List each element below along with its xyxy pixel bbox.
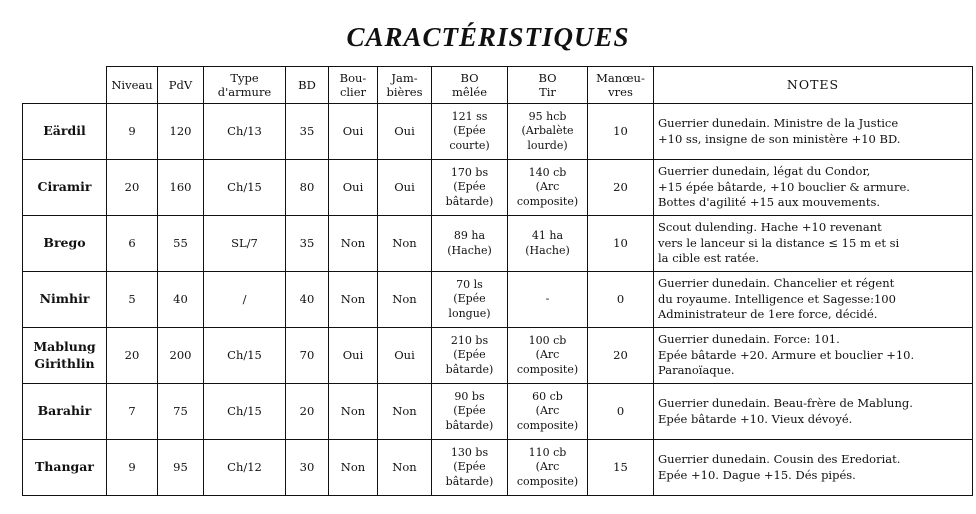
character-name: Mablung Girithlin	[23, 328, 107, 384]
header-type-armure: Type d'armure	[204, 67, 286, 104]
header-notes: NOTES	[654, 67, 973, 104]
cell-niveau: 9	[107, 440, 158, 496]
cell-pdv: 55	[158, 216, 204, 272]
cell-bouclier: Oui	[329, 160, 378, 216]
cell-bd: 20	[286, 384, 329, 440]
cell-bo-melee: 89 ha (Hache)	[432, 216, 508, 272]
cell-type-armure: SL/7	[204, 216, 286, 272]
table-body	[23, 104, 973, 496]
header-pdv: PdV	[158, 67, 204, 104]
cell-manoeuvres: 15	[588, 440, 654, 496]
cell-bo-tir: -	[508, 272, 588, 328]
cell-manoeuvres: 0	[588, 384, 654, 440]
cell-type-armure: Ch/15	[204, 328, 286, 384]
cell-niveau: 9	[107, 104, 158, 160]
cell-bo-tir: 60 cb (Arc composite)	[508, 384, 588, 440]
cell-manoeuvres: 20	[588, 328, 654, 384]
cell-niveau: 20	[107, 160, 158, 216]
cell-bd: 80	[286, 160, 329, 216]
cell-type-armure: Ch/15	[204, 160, 286, 216]
characteristics-table	[22, 66, 973, 496]
character-name: Barahir	[23, 384, 107, 440]
header-row	[23, 67, 973, 104]
cell-niveau: 5	[107, 272, 158, 328]
cell-bouclier: Non	[329, 272, 378, 328]
cell-jambieres: Oui	[378, 160, 432, 216]
cell-jambieres: Oui	[378, 328, 432, 384]
header-niveau: Niveau	[107, 67, 158, 104]
cell-bo-tir: 100 cb (Arc composite)	[508, 328, 588, 384]
cell-type-armure: Ch/13	[204, 104, 286, 160]
table-row	[23, 440, 973, 496]
cell-bouclier: Oui	[329, 104, 378, 160]
cell-notes: Guerrier dunedain. Beau-frère de Mablung. Epée bâtarde +10. Vieux dévoyé.	[654, 384, 973, 440]
cell-jambieres: Non	[378, 440, 432, 496]
cell-jambieres: Non	[378, 216, 432, 272]
cell-bo-melee: 170 bs (Epée bâtarde)	[432, 160, 508, 216]
cell-bo-melee: 70 ls (Epée longue)	[432, 272, 508, 328]
cell-bo-melee: 121 ss (Epée courte)	[432, 104, 508, 160]
character-name: Thangar	[23, 440, 107, 496]
cell-type-armure: /	[204, 272, 286, 328]
cell-notes: Scout dulending. Hache +10 revenant vers le lanceur si la distance ≤ 15 m et si la cible est ratée.	[654, 216, 973, 272]
header-bouclier: Bou- clier	[329, 67, 378, 104]
character-name: Nimhir	[23, 272, 107, 328]
page-title: CARACTÉRISTIQUES	[346, 22, 630, 52]
cell-notes: Guerrier dunedain. Chancelier et régent du royaume. Intelligence et Sagesse:100 Administrateur de 1ere force, décidé.	[654, 272, 973, 328]
cell-type-armure: Ch/15	[204, 384, 286, 440]
table-row	[23, 272, 973, 328]
cell-jambieres: Non	[378, 272, 432, 328]
cell-bd: 40	[286, 272, 329, 328]
cell-pdv: 95	[158, 440, 204, 496]
corner-cell	[23, 67, 107, 104]
cell-bo-melee: 210 bs (Epée bâtarde)	[432, 328, 508, 384]
cell-bo-tir: 140 cb (Arc composite)	[508, 160, 588, 216]
cell-bo-melee: 130 bs (Epée bâtarde)	[432, 440, 508, 496]
table-row	[23, 384, 973, 440]
cell-jambieres: Oui	[378, 104, 432, 160]
cell-bouclier: Non	[329, 440, 378, 496]
table-row	[23, 104, 973, 160]
cell-manoeuvres: 20	[588, 160, 654, 216]
header-jambieres: Jam- bières	[378, 67, 432, 104]
cell-type-armure: Ch/12	[204, 440, 286, 496]
header-bd: BD	[286, 67, 329, 104]
cell-bo-tir: 41 ha (Hache)	[508, 216, 588, 272]
cell-bo-tir: 95 hcb (Arbalète lourde)	[508, 104, 588, 160]
cell-pdv: 200	[158, 328, 204, 384]
cell-manoeuvres: 0	[588, 272, 654, 328]
cell-bd: 70	[286, 328, 329, 384]
cell-pdv: 40	[158, 272, 204, 328]
table-row	[23, 216, 973, 272]
cell-bouclier: Oui	[329, 328, 378, 384]
cell-bouclier: Non	[329, 216, 378, 272]
cell-niveau: 6	[107, 216, 158, 272]
cell-niveau: 20	[107, 328, 158, 384]
cell-bd: 30	[286, 440, 329, 496]
header-bo-melee: BO mêlée	[432, 67, 508, 104]
cell-manoeuvres: 10	[588, 104, 654, 160]
cell-bouclier: Non	[329, 384, 378, 440]
cell-bo-tir: 110 cb (Arc composite)	[508, 440, 588, 496]
cell-notes: Guerrier dunedain. Force: 101. Epée bâtarde +20. Armure et bouclier +10. Paranoïaque.	[654, 328, 973, 384]
character-name: Ciramir	[23, 160, 107, 216]
cell-manoeuvres: 10	[588, 216, 654, 272]
character-name: Brego	[23, 216, 107, 272]
cell-pdv: 75	[158, 384, 204, 440]
cell-bd: 35	[286, 216, 329, 272]
cell-bo-melee: 90 bs (Epée bâtarde)	[432, 384, 508, 440]
cell-notes: Guerrier dunedain. Ministre de la Justice +10 ss, insigne de son ministère +10 BD.	[654, 104, 973, 160]
cell-jambieres: Non	[378, 384, 432, 440]
cell-pdv: 120	[158, 104, 204, 160]
header-bo-tir: BO Tir	[508, 67, 588, 104]
header-manoeuvres: Manœu- vres	[588, 67, 654, 104]
cell-notes: Guerrier dunedain, légat du Condor, +15 épée bâtarde, +10 bouclier & armure. Bottes d'agilité +15 aux mouvements.	[654, 160, 973, 216]
cell-notes: Guerrier dunedain. Cousin des Eredoriat. Epée +10. Dague +15. Dés pipés.	[654, 440, 973, 496]
character-name: Eärdil	[23, 104, 107, 160]
cell-bd: 35	[286, 104, 329, 160]
cell-pdv: 160	[158, 160, 204, 216]
cell-niveau: 7	[107, 384, 158, 440]
table-row	[23, 328, 973, 384]
table-row	[23, 160, 973, 216]
